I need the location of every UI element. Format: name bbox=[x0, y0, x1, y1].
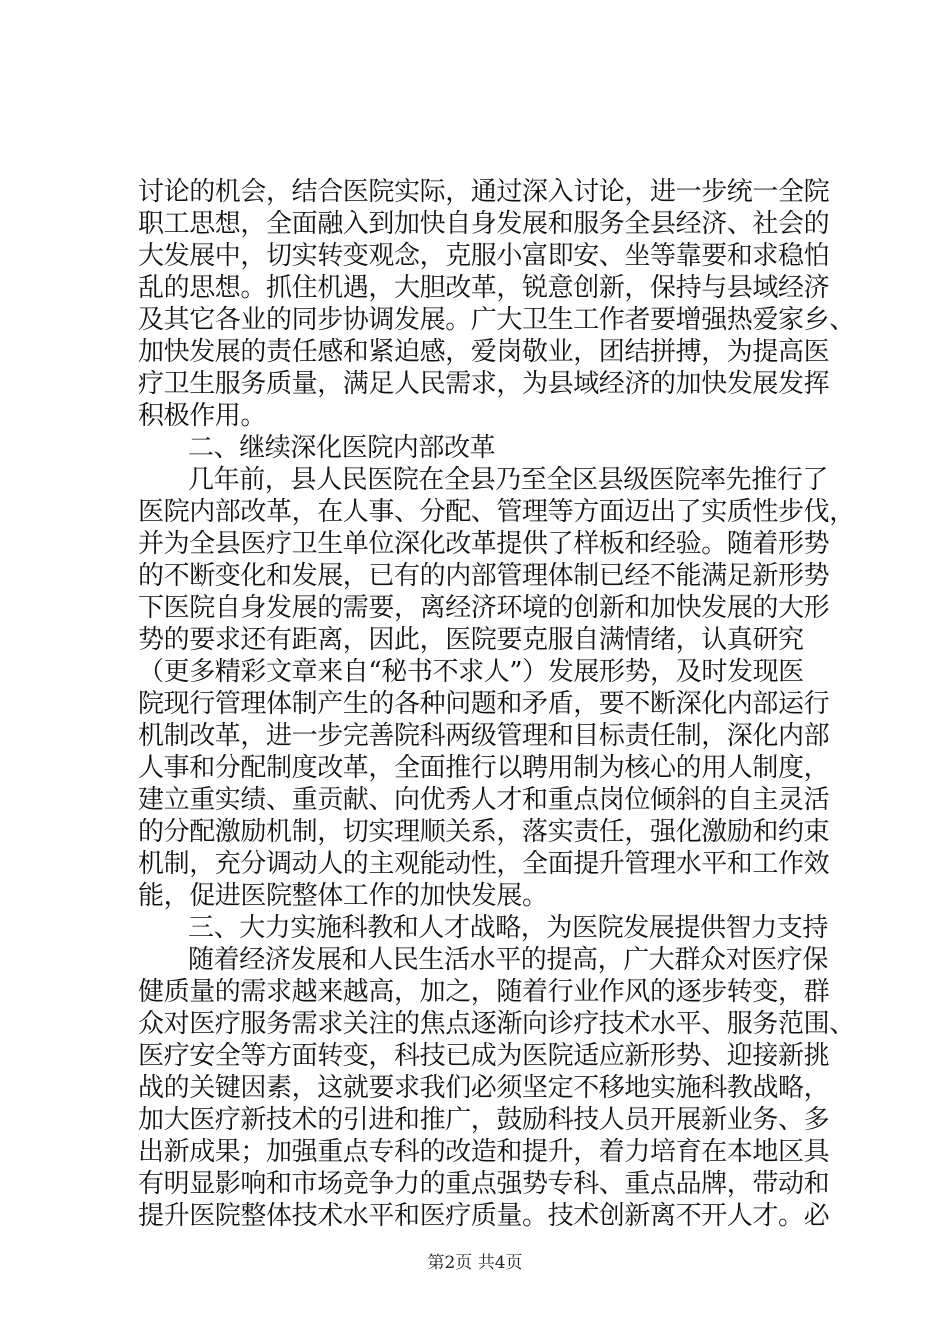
text-line: 几年前，县人民医院在全县乃至全区县级医院率先推行了 bbox=[188, 465, 829, 495]
text-line: 医院内部改革，在人事、分配、管理等方面迈出了实质性步伐， bbox=[138, 497, 855, 527]
text-line: 医疗安全等方面转变，科技已成为医院适应新形势、迎接新挑 bbox=[138, 1041, 830, 1071]
text-line: 职工思想，全面融入到加快自身发展和服务全县经济、社会的 bbox=[138, 209, 830, 239]
text-line: 人事和分配制度改革，全面推行以聘用制为核心的用人制度， bbox=[138, 753, 830, 783]
text-line: 能，促进医院整体工作的加快发展。 bbox=[138, 881, 548, 911]
text-line: 讨论的机会，结合医院实际，通过深入讨论，进一步统一全院 bbox=[138, 177, 830, 207]
text-line: 随着经济发展和人民生活水平的提高，广大群众对医疗保 bbox=[188, 945, 829, 975]
text-line: 健质量的需求越来越高，加之，随着行业作风的逐步转变，群 bbox=[138, 977, 830, 1007]
text-line: 建立重实绩、重贡献、向优秀人才和重点岗位倾斜的自主灵活 bbox=[138, 785, 830, 815]
text-line: 积极作用。 bbox=[138, 401, 267, 431]
text-line: 乱的思想。抓住机遇，大胆改革，锐意创新，保持与县域经济 bbox=[138, 273, 830, 303]
text-line: 并为全县医疗卫生单位深化改革提供了样板和经验。随着形势 bbox=[138, 529, 830, 559]
text-line: （更多精彩文章来自“秘书不求人”）发展形势，及时发现医 bbox=[138, 657, 804, 687]
text-line: 机制，充分调动人的主观能动性，全面提升管理水平和工作效 bbox=[138, 849, 830, 879]
text-line: 势的要求还有距离，因此，医院要克服自满情绪，认真研究 bbox=[138, 625, 804, 655]
text-line: 下医院自身发展的需要，离经济环境的创新和加快发展的大形 bbox=[138, 593, 830, 623]
page-number: 第2页 共4页 bbox=[427, 1253, 523, 1273]
text-line: 机制改革，进一步完善院科两级管理和目标责任制，深化内部 bbox=[138, 721, 830, 751]
text-line: 大发展中，切实转变观念，克服小富即安、坐等靠要和求稳怕 bbox=[138, 241, 830, 271]
text-line: 有明显影响和市场竞争力的重点强势专科、重点品牌，带动和 bbox=[138, 1169, 830, 1199]
text-line: 出新成果；加强重点专科的改造和提升，着力培育在本地区具 bbox=[138, 1137, 830, 1167]
section-heading: 三、大力实施科教和人才战略，为医院发展提供智力支持 bbox=[188, 913, 829, 943]
text-line: 的不断变化和发展，已有的内部管理体制已经不能满足新形势 bbox=[138, 561, 830, 591]
text-line: 疗卫生服务质量，满足人民需求，为县域经济的加快发展发挥 bbox=[138, 369, 830, 399]
text-line: 及其它各业的同步协调发展。广大卫生工作者要增强热爱家乡、 bbox=[138, 305, 855, 335]
text-line: 提升医院整体技术水平和医疗质量。技术创新离不开人才。必 bbox=[138, 1201, 830, 1231]
text-line: 战的关键因素，这就要求我们必须坚定不移地实施科教战略， bbox=[138, 1073, 830, 1103]
text-line: 加大医疗新技术的引进和推广，鼓励科技人员开展新业务、多 bbox=[138, 1105, 830, 1135]
text-line: 院现行管理体制产生的各种问题和矛盾，要不断深化内部运行 bbox=[138, 689, 830, 719]
section-heading: 二、继续深化医院内部改革 bbox=[188, 433, 496, 463]
text-line: 众对医疗服务需求关注的焦点逐渐向诊疗技术水平、服务范围、 bbox=[138, 1009, 855, 1039]
text-line: 加快发展的责任感和紧迫感，爱岗敬业，团结拼搏，为提高医 bbox=[138, 337, 830, 367]
text-line: 的分配激励机制，切实理顺关系，落实责任，强化激励和约束 bbox=[138, 817, 830, 847]
